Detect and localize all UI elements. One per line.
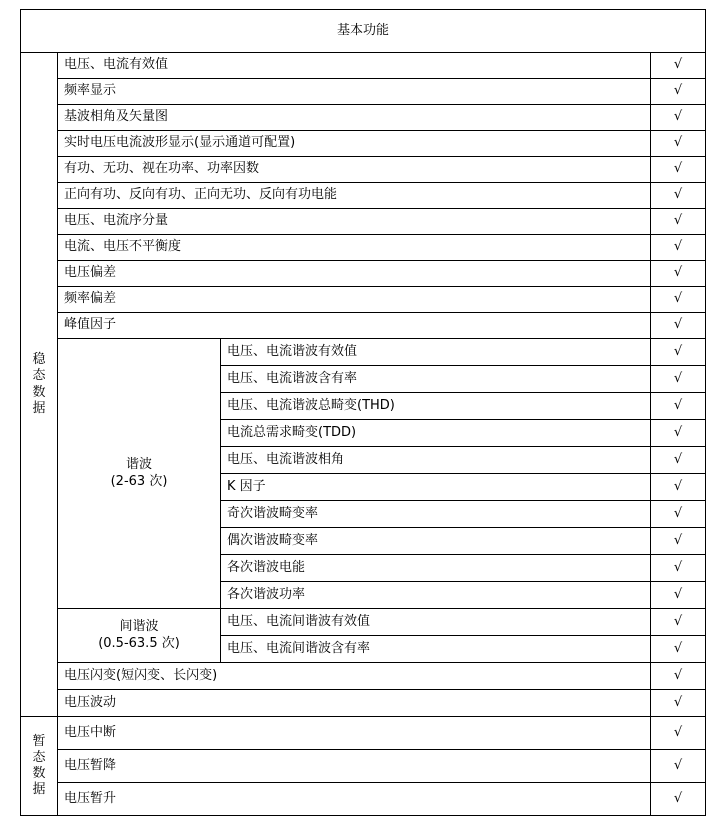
- check-mark: √: [651, 420, 706, 447]
- table-row: [21, 287, 706, 313]
- check-mark: √: [651, 636, 706, 663]
- feature-label: 实时电压电流波形显示(显示通道可配置): [58, 131, 651, 157]
- check-mark: √: [651, 717, 706, 750]
- check-mark: √: [651, 528, 706, 555]
- feature-label: 频率偏差: [58, 287, 651, 313]
- check-mark: √: [651, 79, 706, 105]
- feature-label: 电压、电流谐波总畸变(THD): [221, 393, 651, 420]
- feature-label: 电压、电流间谐波含有率: [221, 636, 651, 663]
- category-char: 据: [32, 400, 46, 416]
- feature-label: 电压、电流谐波相角: [221, 447, 651, 474]
- check-mark: √: [651, 366, 706, 393]
- feature-label: 奇次谐波畸变率: [221, 501, 651, 528]
- table-row: [21, 79, 706, 105]
- check-mark: √: [651, 501, 706, 528]
- check-mark: √: [651, 609, 706, 636]
- table-row: [21, 663, 706, 690]
- check-mark: √: [651, 663, 706, 690]
- feature-label: 电压、电流谐波含有率: [221, 366, 651, 393]
- check-mark: √: [651, 261, 706, 287]
- check-mark: √: [651, 105, 706, 131]
- check-mark: √: [651, 209, 706, 235]
- check-mark: √: [651, 157, 706, 183]
- check-mark: √: [651, 131, 706, 157]
- table-row: [21, 261, 706, 287]
- feature-label: 各次谐波功率: [221, 582, 651, 609]
- feature-label: 电压闪变(短闪变、长闪变): [58, 663, 651, 690]
- check-mark: √: [651, 447, 706, 474]
- feature-label: 电压暂升: [58, 783, 651, 816]
- category-char: 数: [32, 384, 46, 400]
- table-row: [21, 690, 706, 717]
- table-row: [21, 131, 706, 157]
- category-steady-state: [21, 53, 58, 717]
- interharmonics-group: [58, 609, 221, 663]
- table-row: [21, 105, 706, 131]
- feature-label: 电压、电流间谐波有效值: [221, 609, 651, 636]
- feature-label: 电压中断: [58, 717, 651, 750]
- check-mark: √: [651, 53, 706, 79]
- check-mark: √: [651, 183, 706, 209]
- feature-label: 电压、电流谐波有效值: [221, 339, 651, 366]
- feature-label: 电压、电流有效值: [58, 53, 651, 79]
- check-mark: √: [651, 339, 706, 366]
- interharmonics-name: 间谐波: [119, 619, 159, 635]
- harmonics-range: (2-63 次): [110, 473, 168, 489]
- feature-label: 正向有功、反向有功、正向无功、反向有功电能: [58, 183, 651, 209]
- check-mark: √: [651, 474, 706, 501]
- category-char: 据: [32, 782, 46, 798]
- category-char: 暂: [32, 733, 46, 749]
- table-row: [21, 339, 706, 366]
- check-mark: √: [651, 235, 706, 261]
- table-row: [21, 783, 706, 816]
- check-mark: √: [651, 783, 706, 816]
- category-char: 数: [32, 766, 46, 781]
- check-mark: √: [651, 690, 706, 717]
- feature-label: 电流、电压不平衡度: [58, 235, 651, 261]
- table-row: [21, 209, 706, 235]
- table-title: 基本功能: [21, 10, 706, 53]
- feature-label: 峰值因子: [58, 313, 651, 339]
- harmonics-group: [58, 339, 221, 609]
- check-mark: √: [651, 287, 706, 313]
- check-mark: √: [651, 750, 706, 783]
- table-row: [21, 157, 706, 183]
- table-row: [21, 609, 706, 636]
- feature-label: 电压暂降: [58, 750, 651, 783]
- category-char: 稳: [32, 352, 46, 367]
- feature-label: K 因子: [221, 474, 651, 501]
- feature-label: 各次谐波电能: [221, 555, 651, 582]
- category-char: 态: [32, 368, 46, 384]
- table-row: [21, 750, 706, 783]
- check-mark: √: [651, 393, 706, 420]
- table-row: [21, 235, 706, 261]
- category-transient: [21, 717, 58, 816]
- feature-label: 电压、电流序分量: [58, 209, 651, 235]
- check-mark: √: [651, 555, 706, 582]
- feature-label: 基波相角及矢量图: [58, 105, 651, 131]
- feature-label: 偶次谐波畸变率: [221, 528, 651, 555]
- feature-label: 频率显示: [58, 79, 651, 105]
- interharmonics-range: (0.5-63.5 次): [98, 635, 180, 651]
- feature-table: [20, 9, 706, 816]
- check-mark: √: [651, 582, 706, 609]
- check-mark: √: [651, 313, 706, 339]
- feature-label: 电压波动: [58, 690, 651, 717]
- category-char: 态: [32, 749, 46, 765]
- harmonics-name: 谐波: [125, 457, 152, 473]
- table-row: [21, 717, 706, 750]
- feature-label: 有功、无功、视在功率、功率因数: [58, 157, 651, 183]
- feature-label: 电压偏差: [58, 261, 651, 287]
- table-row: [21, 183, 706, 209]
- table-row: [21, 313, 706, 339]
- table-row: [21, 53, 706, 79]
- feature-label: 电流总需求畸变(TDD): [221, 420, 651, 447]
